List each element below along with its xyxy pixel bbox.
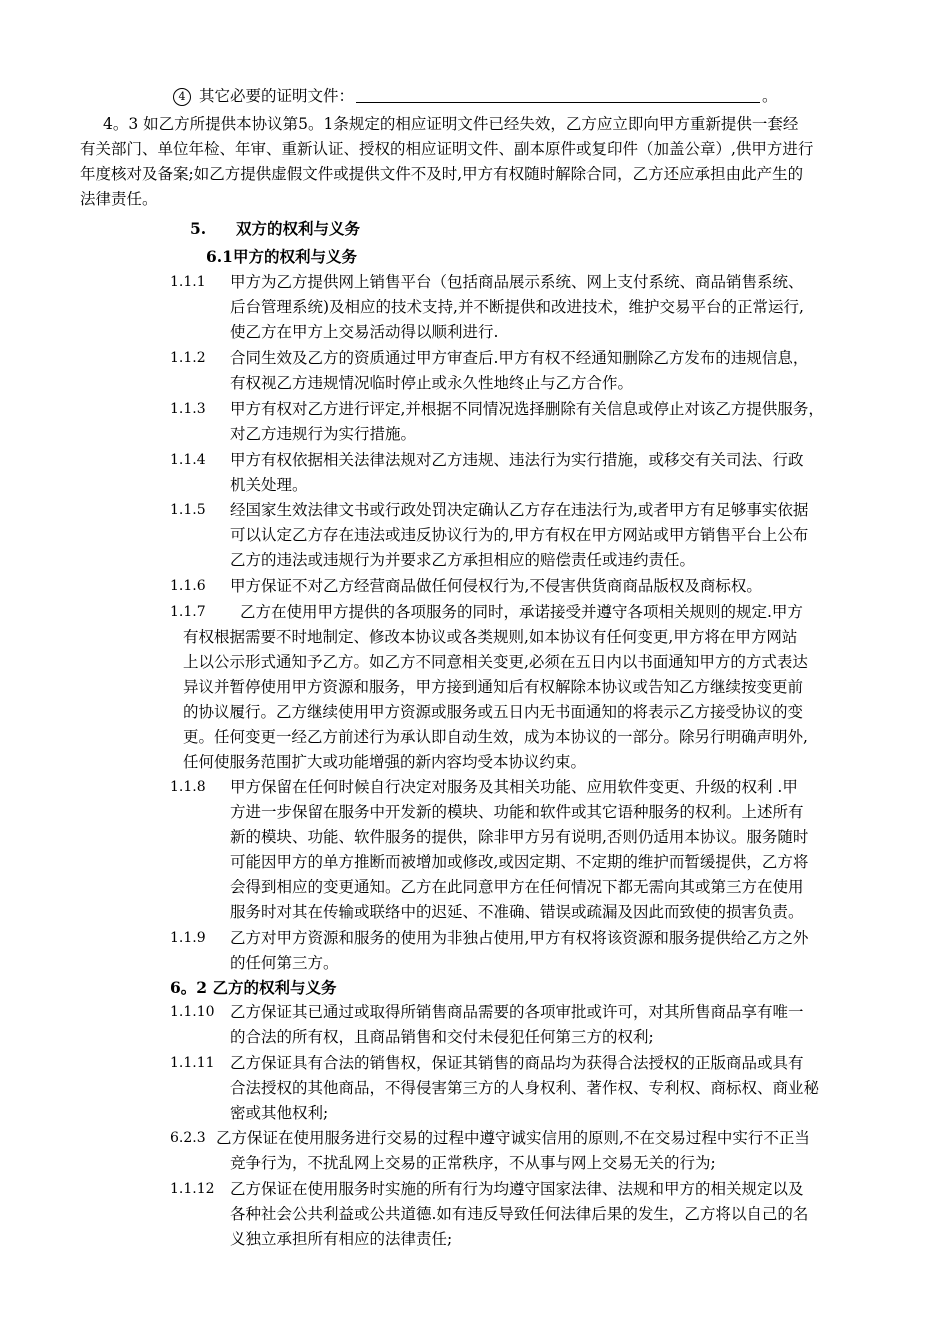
clause-line: 可以认定乙方存在违法或违反协议行为的,甲方有权在甲方网站或甲方销售平台上公布 bbox=[230, 526, 809, 544]
para-4-3-line-4: 法律责任。 bbox=[80, 190, 158, 208]
clause-line: 异议并暂停使用甲方资源和服务，甲方接到通知后有权解除本协议或告知乙方继续按变更前 bbox=[183, 678, 804, 696]
clause-line: 可能因甲方的单方推断而被增加或修改,或因定期、不定期的维护而暂缓提供，乙方将 bbox=[230, 853, 809, 871]
clause-line: 更。任何变更一经乙方前述行为承认即自动生效，成为本协议的一部分。除另行明确声明外, bbox=[183, 728, 808, 746]
clause-line: 上以公示形式通知予乙方。如乙方不同意相关变更,必须在五日内以书面通知甲方的方式表达 bbox=[183, 653, 808, 671]
clause-number: 6.2.3 bbox=[170, 1130, 206, 1146]
clause-line: 合法授权的其他商品，不得侵害第三方的人身权利、著作权、专利权、商标权、商业秘 bbox=[230, 1079, 820, 1097]
clause-line: 甲方有权依据相关法律法规对乙方违规、违法行为实行措施，或移交有关司法、行政 bbox=[230, 451, 804, 469]
clause-number: 1.1.5 bbox=[170, 502, 206, 518]
clause-line: 的合法的所有权，且商品销售和交付未侵犯任何第三方的权利; bbox=[230, 1028, 654, 1046]
section-5-number: 5. bbox=[190, 219, 207, 238]
section-5-title: 双方的权利与义务 bbox=[236, 219, 361, 238]
para-4-3-line-2: 有关部门、单位年检、年审、重新认证、授权的相应证明文件、副本原件或复印件（加盖公章）,供甲方进行 bbox=[80, 140, 814, 158]
clause-number: 1.1.3 bbox=[170, 401, 206, 417]
clause-line: 会得到相应的变更通知。乙方在此同意甲方在任何情况下都无需向其或第三方在使用 bbox=[230, 878, 804, 896]
clause-line: 后台管理系统)及相应的技术支持,并不断提供和改进技术，维护交易平台的正常运行, bbox=[230, 298, 804, 316]
fill-in-blank-line bbox=[356, 86, 760, 103]
clause-line: 甲方为乙方提供网上销售平台（包括商品展示系统、网上支付系统、商品销售系统、 bbox=[230, 273, 804, 291]
clause-number: 1.1.7 bbox=[170, 604, 206, 620]
para-4-3-line-1: 4。3 如乙方所提供本协议第5。1条规定的相应证明文件已经失效，乙方应立即向甲方重新提供一套经 bbox=[103, 115, 799, 133]
clause-line: 经国家生效法律文书或行政处罚决定确认乙方存在违法行为,或者甲方有足够事实依据 bbox=[230, 501, 809, 519]
clause-line: 的任何第三方。 bbox=[230, 954, 339, 972]
clause-number: 1.1.1 bbox=[170, 274, 206, 290]
clause-line: 的协议履行。乙方继续使用甲方资源或服务或五日内无书面通知的将表示乙方接受协议的变 bbox=[183, 703, 804, 721]
clause-line: 各种社会公共利益或公共道德.如有违反导致任何法律后果的发生，乙方将以自己的名 bbox=[230, 1205, 809, 1223]
clause-number: 1.1.8 bbox=[170, 779, 206, 795]
item-4-end: 。 bbox=[762, 87, 778, 105]
clause-line: 机关处理。 bbox=[230, 476, 308, 494]
clause-line: 对乙方违规行为实行措施。 bbox=[230, 425, 417, 443]
clause-line: 乙方对甲方资源和服务的使用为非独占使用,甲方有权将该资源和服务提供给乙方之外 bbox=[230, 929, 809, 947]
clause-number: 1.1.9 bbox=[170, 930, 206, 946]
clause-line: 乙方保证在使用服务时实施的所有行为均遵守国家法律、法规和甲方的相关规定以及 bbox=[230, 1180, 804, 1198]
clause-number: 1.1.12 bbox=[170, 1181, 215, 1197]
clause-line: 合同生效及乙方的资质通过甲方审查后.甲方有权不经通知删除乙方发布的违规信息， bbox=[230, 349, 809, 367]
clause-number: 1.1.11 bbox=[170, 1055, 215, 1071]
section-6-1-title: 6.1甲方的权利与义务 bbox=[206, 247, 357, 266]
item-4-line bbox=[173, 84, 778, 109]
clause-line: 有权视乙方违规情况临时停止或永久性地终止与乙方合作。 bbox=[230, 374, 634, 392]
item-4-text: 其它必要的证明文件： bbox=[199, 87, 355, 105]
para-4-3-line-3: 年度核对及备案;如乙方提供虚假文件或提供文件不及时,甲方有权随时解除合同，乙方还应承担由此产生的 bbox=[80, 165, 804, 183]
section-6-2-title: 6。2 乙方的权利与义务 bbox=[170, 978, 337, 997]
clause-line: 新的模块、功能、软件服务的提供，除非甲方另有说明,否则仍适用本协议。服务随时 bbox=[230, 828, 809, 846]
clause-line: 密或其他权利; bbox=[230, 1104, 329, 1122]
clause-line: 竞争行为，不扰乱网上交易的正常秩序，不从事与网上交易无关的行为; bbox=[230, 1154, 716, 1172]
clause-line: 乙方的违法或违规行为并要求乙方承担相应的赔偿责任或违约责任。 bbox=[230, 551, 696, 569]
clause-line: 乙方保证其已通过或取得所销售商品需要的各项审批或许可，对其所售商品享有唯一 bbox=[230, 1003, 804, 1021]
clause-line: 乙方保证在使用服务进行交易的过程中遵守诚实信用的原则,不在交易过程中实行不正当 bbox=[216, 1129, 810, 1147]
clause-number: 1.1.6 bbox=[170, 578, 206, 594]
clause-line: 使乙方在甲方上交易活动得以顺利进行. bbox=[230, 323, 499, 341]
clause-line: 有权根据需要不时地制定、修改本协议或各类规则,如本协议有任何变更,甲方将在甲方网站 bbox=[183, 628, 798, 646]
clause-number: 1.1.2 bbox=[170, 350, 206, 366]
clause-number: 1.1.10 bbox=[170, 1004, 215, 1020]
clause-line: 乙方在使用甲方提供的各项服务的同时，承诺接受并遵守各项相关规则的规定.甲方 bbox=[240, 603, 803, 621]
circled-number-4-icon: 4 bbox=[173, 88, 191, 106]
clause-number: 1.1.4 bbox=[170, 452, 206, 468]
clause-line: 服务时对其在传输或联络中的迟延、不准确、错误或疏漏及因此而致使的损害负责。 bbox=[230, 903, 804, 921]
clause-line: 甲方保证不对乙方经营商品做任何侵权行为,不侵害供货商商品版权及商标权。 bbox=[230, 577, 762, 595]
clause-line: 方进一步保留在服务中开发新的模块、功能和软件或其它语种服务的权利。上述所有 bbox=[230, 803, 804, 821]
clause-line: 甲方保留在任何时候自行决定对服务及其相关功能、应用软件变更、升级的权利 .甲 bbox=[230, 778, 798, 796]
clause-line: 义独立承担所有相应的法律责任; bbox=[230, 1230, 453, 1248]
clause-line: 任何使服务范围扩大或功能增强的新内容均受本协议约束。 bbox=[183, 753, 587, 771]
clause-line: 甲方有权对乙方进行评定,并根据不同情况选择删除有关信息或停止对该乙方提供服务， bbox=[230, 400, 824, 418]
clause-line: 乙方保证具有合法的销售权，保证其销售的商品均为获得合法授权的正版商品或具有 bbox=[230, 1054, 804, 1072]
